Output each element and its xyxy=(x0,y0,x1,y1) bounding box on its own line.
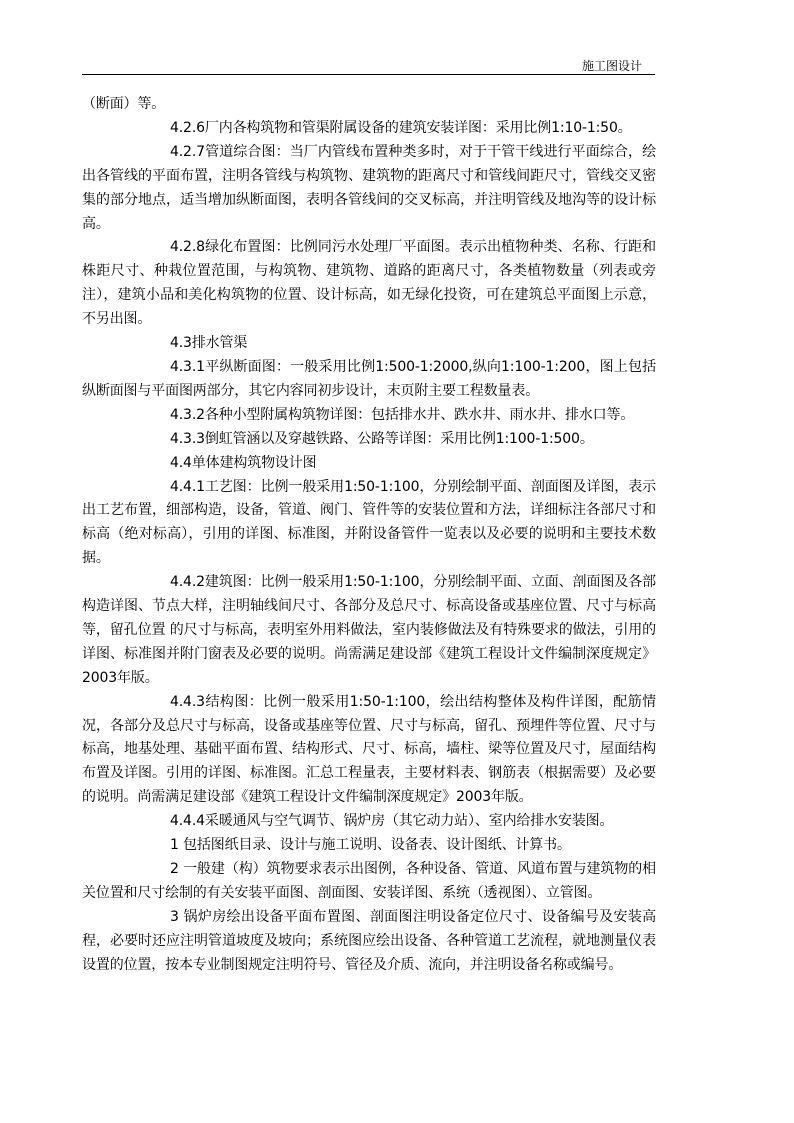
paragraph: 4.4.3结构图：比例一般采用1:50-1:100，绘出结构整体及构件详图，配筋情况，各部分及总尺寸与标高，设备或基座等位置、尺寸与标高，留孔、预埋件等位置、尺寸与标高，地基处理、基础平面布置、结构形式、尺寸、标高，墙柱、梁等位置及尺寸，屋面结构布置及详图。引用的详图、标准图。汇总工程量表，主要材料表、钢筋表（根据需要）及必要的说明。尚需满足建设部《建筑工程设计文件编制深度规定》2003年版。 xyxy=(82,693,656,806)
header-divider xyxy=(82,74,655,75)
paragraph: （断面）等。 xyxy=(82,96,166,112)
section-heading: 4.3排水管渠 xyxy=(170,335,248,352)
section-heading: 4.4单体建构筑物设计图 xyxy=(170,454,317,471)
paragraph: 4.3.3倒虹管涵以及穿越铁路、公路等详图：采用比例1:100-1:500。 xyxy=(170,430,594,447)
paragraph: 4.4.2建筑图：比例一般采用1:50-1:100，分别绘制平面、立面、剖面图及各部构造详图、节点大样，注明轴线间尺寸、各部分及总尺寸、标高设备或基座位置、尺寸与标高等，留孔位置 的尺寸与标高，表明室外用料做法，室内装修做法及有特殊要求的做法，引用的详图、标准图并附门窗表及必要的说明。尚需满足建设部《建筑工程设计文件编制深度规定》2003年版。 xyxy=(82,574,656,686)
paragraph: 4.2.8绿化布置图：比例同污水处理厂平面图。表示出植物种类、名称、行距和株距尺寸、种栽位置范围，与构筑物、建筑物、道路的距离尺寸，各类植物数量（列表或旁注），建筑小品和美化构筑物的位置、设计标高，如无绿化投资，可在建筑总平面图上示意，不另出图。 xyxy=(82,239,656,328)
list-item: 3 锅炉房绘出设备平面布置图、剖面图注明设备定位尺寸、设备编号及安装高程，必要时还应注明管道坡度及坡向；系统图应绘出设备、各种管道工艺流程，就地测量仪表设置的位置，按本专业制图规定注明符号、管径及介质、流向，并注明设备名称或编号。 xyxy=(82,908,656,973)
paragraph: 4.2.6厂内各构筑物和管渠附属设备的建筑安装详图：采用比例1:10-1:50。 xyxy=(170,119,632,136)
list-item: 2 一般建（构）筑物要求表示出图例，各种设备、管道、风道布置与建筑物的相关位置和尺寸绘制的有关安装平面图、剖面图、安装详图、系统（透视图）、立管图。 xyxy=(82,861,656,901)
paragraph: 4.3.1平纵断面图：一般采用比例1:500-1:2000,纵向1:100-1:200，图上包括纵断面图与平面图两部分，其它内容同初步设计，末页附主要工程数量表。 xyxy=(82,358,656,399)
paragraph: 4.4.1工艺图：比例一般采用1:50-1:100，分别绘制平面、剖面图及详图，表示出工艺布置，细部构造，设备，管道、阀门、管件等的安装位置和方法，详细标注各部尺寸和标高（绝对标高），引用的详图、标准图，并附设备管件一览表以及必要的说明和主要技术数据。 xyxy=(82,478,656,567)
running-header: 施工图设计 xyxy=(582,59,643,73)
body-text xyxy=(82,93,656,978)
paragraph: 4.4.4采暖通风与空气调节、锅炉房（其它动力站）、室内给排水安装图。 xyxy=(170,813,614,830)
list-item: 1 包括图纸目录、设计与施工说明、设备表、设计图纸、计算书。 xyxy=(170,837,571,854)
paragraph: 4.3.2各种小型附属构筑物详图：包括排水井、跌水井、雨水井、排水口等。 xyxy=(170,406,635,423)
paragraph: 4.2.7管道综合图：当厂内管线布置种类多时，对于干管干线进行平面综合，绘出各管线的平面布置，注明各管线与构筑物、建筑物的距离尺寸和管线间距尺寸，管线交叉密集的部分地点，适当增加纵断面图，表明各管线间的交叉标高，并注明管线及地沟等的设计标高。 xyxy=(82,143,656,232)
